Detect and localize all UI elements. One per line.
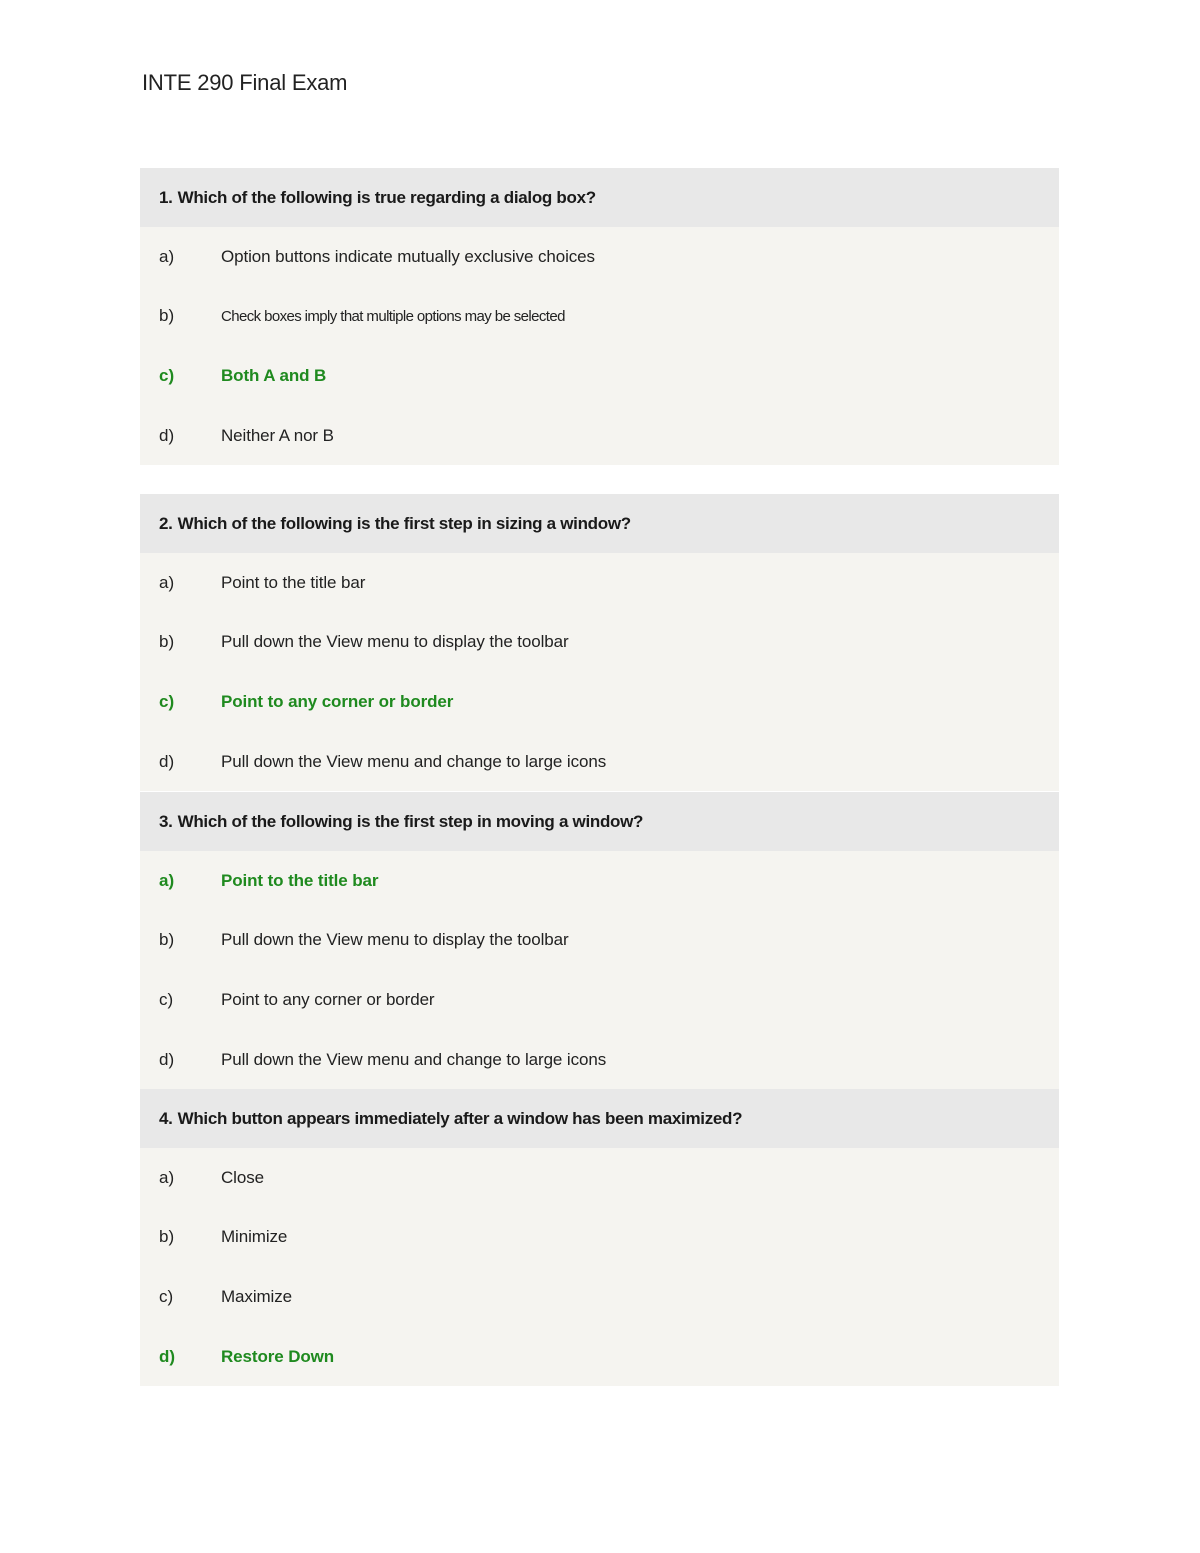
option-text: Restore Down: [221, 1346, 335, 1366]
option-c-correct: [140, 346, 1059, 406]
option-text: Neither A nor B: [221, 425, 334, 445]
option-text: Point to the title bar: [221, 870, 379, 890]
option-letter: c): [159, 1286, 174, 1306]
question-block-1: [140, 168, 1059, 465]
option-letter: d): [159, 1049, 175, 1069]
question-number: 2.: [159, 513, 173, 533]
question-text: Which of the following is the first step in sizing a window?: [177, 513, 631, 533]
question-text: Which of the following is the first step in moving a window?: [177, 811, 644, 831]
option-b: [140, 1208, 1059, 1268]
question-block-2: [140, 494, 1059, 791]
option-text: Point to the title bar: [221, 572, 366, 592]
option-d: [140, 732, 1059, 792]
option-letter: c): [159, 691, 175, 711]
option-letter: d): [159, 751, 175, 771]
option-letter: d): [159, 425, 175, 445]
option-a: [140, 553, 1059, 613]
option-letter: a): [159, 572, 175, 592]
option-a-correct: [140, 851, 1059, 911]
option-a: [140, 1148, 1059, 1208]
option-text: Check boxes imply that multiple options may be selected: [221, 307, 565, 325]
option-d-correct: [140, 1327, 1059, 1387]
question-text: Which button appears immediately after a window has been maximized?: [177, 1108, 743, 1128]
question-header: [140, 1089, 1059, 1148]
option-letter: b): [159, 930, 175, 950]
option-letter: b): [159, 1227, 175, 1247]
document-title: INTE 290 Final Exam: [142, 70, 348, 95]
option-text: Maximize: [221, 1286, 292, 1306]
question-text: Which of the following is true regarding a dialog box?: [177, 187, 596, 207]
question-header: [140, 792, 1059, 851]
option-text: Pull down the View menu to display the toolbar: [221, 930, 569, 950]
option-c-correct: [140, 672, 1059, 732]
option-letter: b): [159, 306, 175, 326]
option-letter: d): [159, 1346, 176, 1366]
option-b: [140, 287, 1059, 347]
option-letter: a): [159, 870, 175, 890]
option-letter: b): [159, 632, 175, 652]
option-text: Pull down the View menu to display the toolbar: [221, 632, 569, 652]
option-c: [140, 1267, 1059, 1327]
question-number: 1.: [159, 187, 173, 207]
question-header: [140, 168, 1059, 227]
option-text: Both A and B: [221, 365, 327, 385]
option-letter: a): [159, 246, 175, 266]
option-text: Option buttons indicate mutually exclusive choices: [221, 246, 595, 266]
option-text: Close: [221, 1167, 264, 1187]
option-b: [140, 613, 1059, 673]
option-letter: c): [159, 989, 174, 1009]
option-a: [140, 227, 1059, 287]
option-text: Point to any corner or border: [221, 691, 454, 711]
option-letter: a): [159, 1167, 175, 1187]
option-text: Pull down the View menu and change to large icons: [221, 1049, 607, 1069]
question-block-3: [140, 792, 1059, 1089]
question-block-4: [140, 1089, 1059, 1386]
option-d: [140, 406, 1059, 466]
question-number: 3.: [159, 811, 173, 831]
option-text: Minimize: [221, 1227, 288, 1247]
option-letter: c): [159, 365, 175, 385]
option-text: Point to any corner or border: [221, 989, 435, 1009]
option-text: Pull down the View menu and change to large icons: [221, 751, 607, 771]
question-header: [140, 494, 1059, 553]
option-d: [140, 1030, 1059, 1090]
question-number: 4.: [159, 1108, 173, 1128]
option-c: [140, 970, 1059, 1030]
option-b: [140, 911, 1059, 971]
